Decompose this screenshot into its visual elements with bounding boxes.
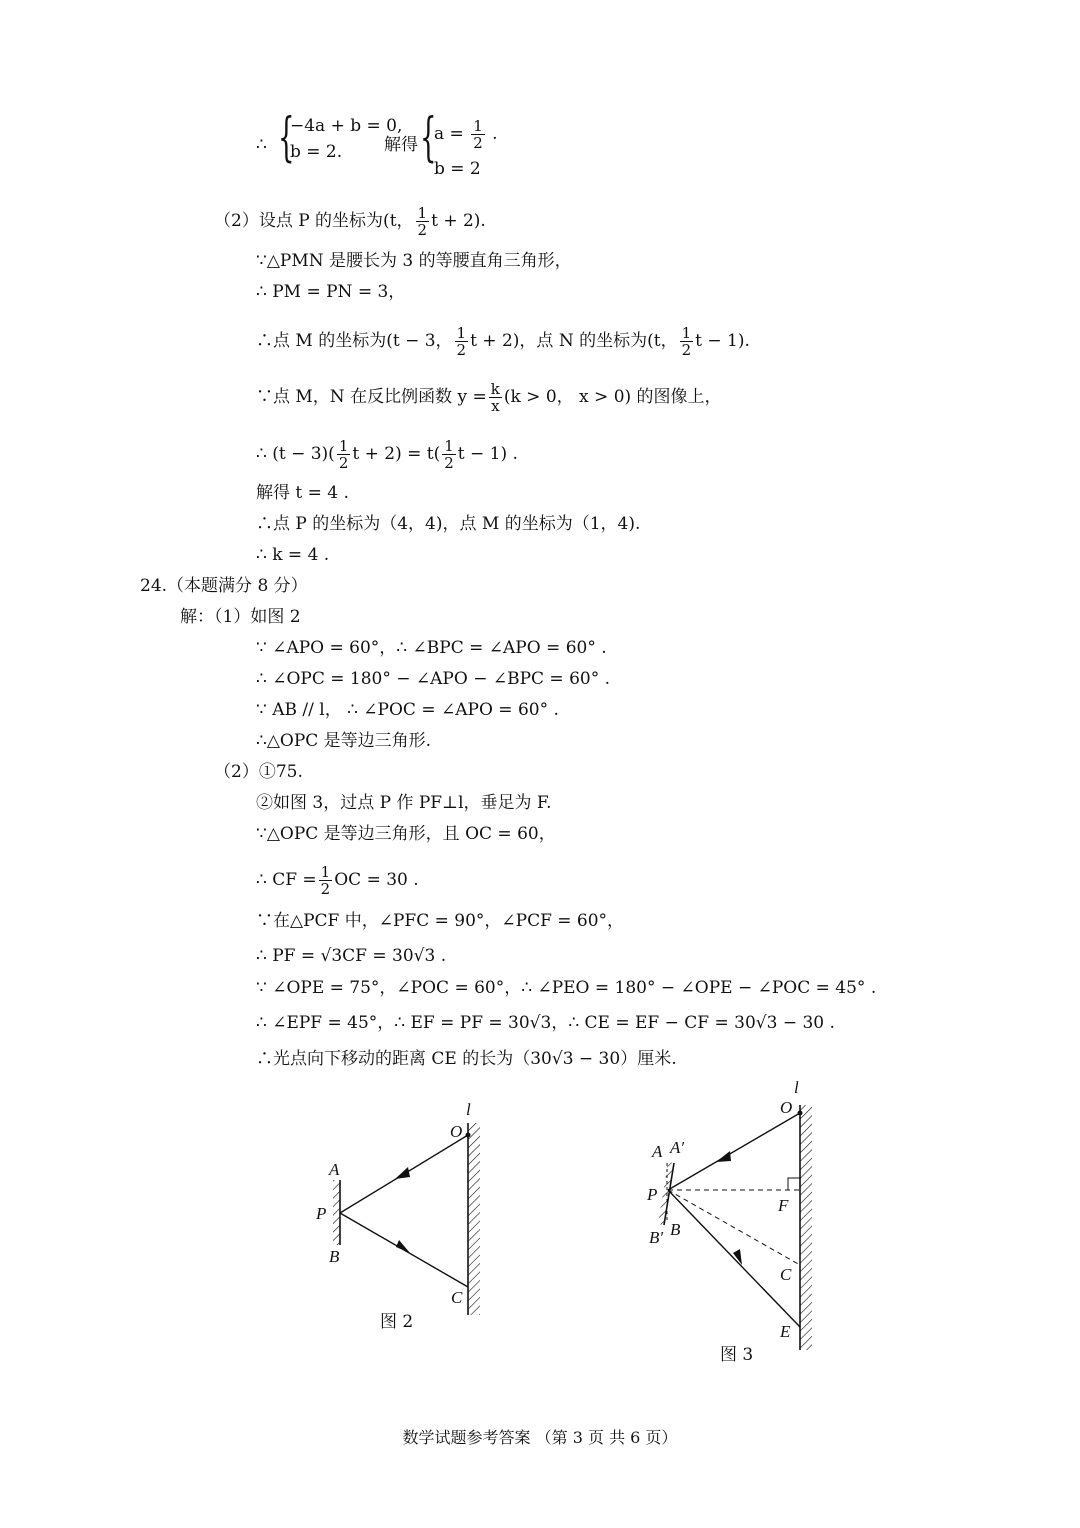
solution-b: b = 2 [434,159,481,179]
q24-part2-line4: ∵在△PCF 中，∠PFC = 90°，∠PCF = 60°， [256,911,625,931]
q24-part1-line2: ∴ ∠OPC = 180° − ∠APO − ∠BPC = 60° . [256,669,611,689]
wall-hatching [468,1123,480,1315]
point-o [466,1133,471,1138]
q24-part2-line7: ∴ ∠EPF = 45°，∴ EF = PF = 30√3，∴ CE = EF − CF = 30√3 − 30 . [256,1013,835,1033]
label-o: O [780,1098,793,1117]
q23-part2-line8: ∴点 P 的坐标为（4，4)，点 M 的坐标为（1，4). [256,514,641,534]
label-l: l [466,1100,471,1119]
left-brace: { [278,108,295,168]
q24-part1-line3: ∵ AB // l， ∴ ∠POC = ∠APO = 60° . [256,700,559,720]
q23-part2-line4: ∴点 M 的坐标为(t − 3， $\frac{1}{2}$ t + 2)，点 N 的坐标为(t， $\frac{1}{2}$ t − 1). [256,324,750,359]
label-c: C [780,1265,792,1284]
q24-part2-line2: ∵△OPC 是等边三角形，且 OC = 60， [256,824,556,844]
q24-part2-line5: ∴ PF = √3CF = 30√3 . [256,946,447,966]
q23-part2-line9: ∴ k = 4 . [256,545,330,565]
equation-2: b = 2. [290,142,343,162]
label-c: C [451,1288,463,1307]
label-f: F [778,1196,789,1215]
arrow-pc [396,1240,410,1253]
q24-part1-line1: ∵ ∠APO = 60°，∴ ∠BPC = ∠APO = 60° . [256,638,607,658]
q24-part2-line8: ∴光点向下移动的距离 CE 的长为（30√3 − 30）厘米. [256,1049,677,1069]
figure-3 [640,1075,840,1365]
q23-part2-line5: ∵点 M，N 在反比例函数 y = $\frac{k}{x}$ (k > 0， x > 0) 的图像上， [256,380,722,415]
figure-3-caption: 图 3 [720,1345,754,1365]
label-o: O [450,1122,463,1141]
label-b: B [329,1247,340,1266]
q24-part2-line3: ∴ CF = $\frac{1}{2}$ OC = 30 . [256,863,419,898]
equation-1: −4a + b = 0, [290,116,403,136]
solve-label: 解得 [384,135,418,155]
q23-part2-line7: 解得 t = 4 . [256,483,349,503]
q24-part2-line6: ∵ ∠OPE = 75°，∠POC = 60°，∴ ∠PEO = 180° − ∠OPE − ∠POC = 45° . [256,978,877,998]
solution-a: a = $\frac{1}{2}$ . [434,117,498,152]
left-brace-2: { [420,108,437,168]
q24-header: 24.（本题满分 8 分） [140,576,308,596]
q24-part2-line1: ②如图 3，过点 P 作 PF⊥l，垂足为 F. [256,793,552,813]
q24-part1-line4: ∴△OPC 是等边三角形. [256,731,432,751]
q23-part2-line2: ∵△PMN 是腰长为 3 的等腰直角三角形， [256,251,572,271]
page-footer: 数学试题参考答案 （第 3 页 共 6 页） [402,1428,678,1447]
wall-hatching [800,1105,812,1350]
q24-part1-title: 解：（1）如图 2 [180,607,301,627]
q23-part2-line1: （2）设点 P 的坐标为(t， $\frac{1}{2}$ t + 2). [214,204,486,239]
arrow-op [716,1151,731,1162]
therefore-symbol: ∴ [256,135,267,155]
label-b-prime: B′ [649,1228,664,1247]
mirror-hatching [333,1180,340,1245]
point-o [798,1111,803,1116]
label-a: A [329,1160,340,1179]
right-angle-mark [788,1178,800,1190]
label-b: B [670,1220,681,1239]
ray-op [668,1113,800,1190]
label-p: P [316,1204,327,1223]
label-l: l [794,1078,799,1097]
q23-part2-line6: ∴ (t − 3)( $\frac{1}{2}$ t + 2) = t( $\frac{1}{2}$ t − 1) . [256,437,518,472]
label-a-prime: A′ [670,1138,685,1157]
arrow-op [395,1167,410,1179]
q24-part2-title: （2）①75. [214,762,303,782]
label-e: E [780,1322,791,1341]
label-p: P [647,1185,658,1204]
figure-2-caption: 图 2 [380,1312,414,1332]
label-a: A [652,1142,663,1161]
figure-2 [300,1095,500,1325]
q23-part2-line3: ∴ PM = PN = 3， [256,282,406,302]
